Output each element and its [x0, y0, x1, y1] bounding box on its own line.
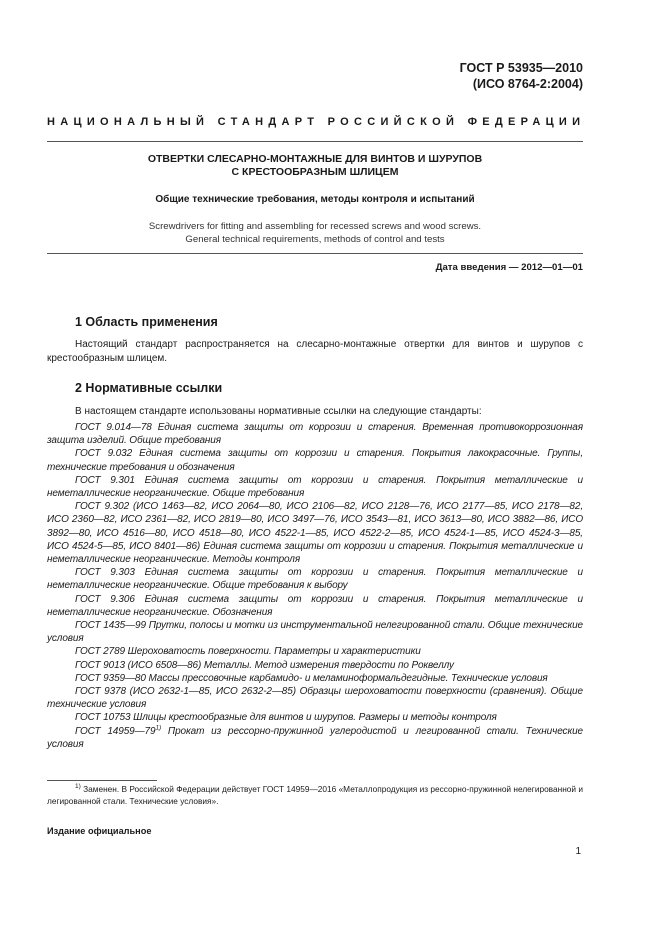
section-2-intro: В настоящем стандарте использованы нормативные ссылки на следующие стандарты: — [75, 406, 482, 417]
footnote-text: Заменен. В Российской Федерации действует ГОСТ 14959—2016 «Металлопродукция из рессорно-пружинной нелегированной и легированной стали. Технические условия». — [47, 784, 583, 806]
footnote-rule — [47, 780, 157, 781]
reference-item: ГОСТ 9.301 Единая система защиты от коррозии и старения. Покрытия металлические и неметаллические неорганические. Общие требования — [47, 474, 583, 500]
reference-item-footnoted — [47, 725, 583, 751]
document-title — [47, 153, 583, 179]
reference-item: ГОСТ 10753 Шлицы крестообразные для винтов и шурупов. Размеры и методы контроля — [75, 712, 497, 724]
reference-item: ГОСТ 9.014—78 Единая система защиты от коррозии и старения. Временная противокоррозионная защита изделий. Общие требования — [47, 422, 583, 447]
footnote — [47, 784, 583, 807]
introduction-date: Дата введения — 2012—01—01 — [435, 262, 583, 273]
footnote-mark: 1) — [75, 783, 81, 791]
official-edition-label: Издание официальное — [47, 826, 152, 836]
reference-item: ГОСТ 9.302 (ИСО 1463—82, ИСО 2064—80, ИСО 2106—82, ИСО 2128—76, ИСО 2177—85, ИСО 2178—82, ИСО 2360—82, ИСО 2361—82, ИСО 2819—80, ИСО 3497—76, ИСО 3543—81, ИСО 3613—80, ИСО 3882—86, ИСО 3892—80, ИСО 4516—80, ИСО 4518—80, ИСО 4522-1—85, ИСО 4522-2—85, ИСО 4524-1—85, ИСО 4524-3—85, ИСО 4524-5—85, ИСО 8401—86) Единая система защиты от коррозии и старения. Покрытия металлические и неметаллические неорганические. Методы контроля — [47, 501, 583, 566]
standard-banner: НАЦИОНАЛЬНЫЙ СТАНДАРТ РОССИЙСКОЙ ФЕДЕРАЦИИ — [47, 116, 586, 128]
document-number-block — [460, 60, 583, 92]
section-1-text: Настоящий стандарт распространяется на слесарно-монтажные отвертки для винтов и шурупов с крестообразным шлицем. — [47, 339, 583, 364]
iso-number: (ИСО 8764-2:2004) — [472, 77, 583, 91]
reference-item: ГОСТ 9013 (ИСО 6508—86) Металлы. Метод измерения твердости по Роквеллу — [75, 659, 454, 671]
english-title-line-2: General technical requirements, methods of control and tests — [185, 233, 445, 245]
title-line-2: С КРЕСТООБРАЗНЫМ ШЛИЦЕМ — [231, 166, 399, 178]
title-line-1: ОТВЕРТКИ СЛЕСАРНО-МОНТАЖНЫЕ ДЛЯ ВИНТОВ И ШУРУПОВ — [147, 153, 483, 165]
reference-prefix: ГОСТ 14959—79 — [75, 725, 156, 737]
reference-item: ГОСТ 2789 Шероховатость поверхности. Параметры и характеристики — [75, 646, 421, 658]
references-list — [47, 421, 583, 751]
reference-item: ГОСТ 9.306 Единая система защиты от коррозии и старения. Покрытия металлические и неметаллические неорганические. Обозначения — [47, 593, 583, 618]
reference-item: ГОСТ 9.303 Единая система защиты от коррозии и старения. Покрытия металлические и неметаллические неорганические. Общие требования к выбору — [47, 567, 583, 592]
reference-item: ГОСТ 9.032 Единая система защиты от коррозии и старения. Покрытия лакокрасочные. Группы, технические требования и обозначения — [47, 448, 583, 473]
reference-item: ГОСТ 9359—80 Массы прессовочные карбамидо- и меламиноформальдегидные. Технические условия — [75, 672, 548, 684]
english-title — [47, 221, 583, 246]
doc-number: ГОСТ Р 53935—2010 — [459, 61, 583, 75]
document-subtitle: Общие технические требования, методы контроля и испытаний — [155, 194, 475, 205]
english-title-line-1: Screwdrivers for fitting and assembling for recessed screws and wood screws. — [148, 221, 482, 232]
footnote-marker: 1) — [155, 724, 162, 732]
separator-top — [47, 141, 583, 142]
reference-text: Прокат из рессорно-пружинной углеродистой и легированной стали. Технические условия — [47, 725, 583, 750]
reference-item: ГОСТ 9378 (ИСО 2632-1—85, ИСО 2632-2—85) Образцы шероховатости поверхности (сравнения). Общие технические условия — [47, 686, 583, 711]
separator-middle — [47, 253, 583, 254]
page-number: 1 — [575, 846, 581, 857]
section-2-heading: 2 Нормативные ссылки — [75, 381, 223, 395]
reference-item: ГОСТ 1435—99 Прутки, полосы и мотки из инструментальной нелегированной стали. Общие технические условия — [47, 620, 583, 645]
section-1-heading: 1 Область применения — [75, 315, 218, 329]
